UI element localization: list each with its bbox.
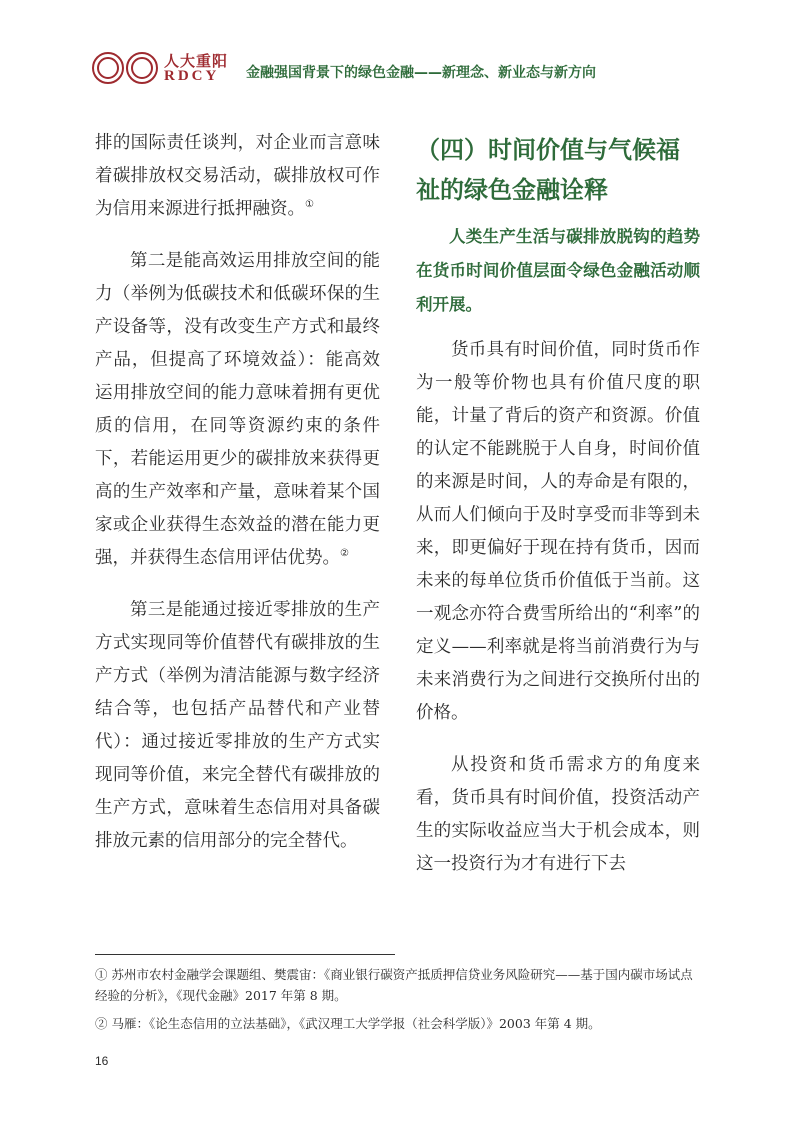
paragraph — [95, 127, 380, 226]
logo-seal-icon — [92, 52, 124, 84]
lead-paragraph: 人类生产生活与碳排放脱钩的趋势在货币时间价值层面令绿色金融活动顺利开展。 — [416, 227, 700, 314]
paragraph: 货币具有时间价值，同时货币作为一般等价物也具有价值尺度的职能，计量了背后的资产和资源。价值的认定不能跳脱于人自身，时间价值的来源是时间，人的寿命是有限的，从而人们倾向于及时享受而非等到未来，即更偏好于现在持有货币，因而未来的每单位货币价值低于当前。这一观念亦符合费雪所给出的“利率”的定义——利率就是将当前消费行为与未来消费行为之间进行交换所付出的价格。 — [416, 340, 700, 723]
paragraph — [95, 245, 380, 575]
footnote-ref[interactable]: ① — [305, 199, 314, 211]
logo-text-cn: 人大重阳 — [164, 52, 229, 70]
page-number: 16 — [95, 1054, 109, 1068]
left-column — [95, 127, 380, 858]
paragraph-text: 排的国际责任谈判，对企业而言意味着碳排放权交易活动，碳排放权可作为信用来源进行抵押融资。 — [95, 133, 380, 219]
paragraph: 第三是能通过接近零排放的生产方式实现同等价值替代有碳排放的生产方式（举例为清洁能源与数字经济结合等，也包括产品替代和产业替代）：通过接近零排放的生产方式实现同等价值，来完全替代有碳排放的生产方式，意味着生态信用对具备碳排放元素的信用部分的完全替代。 — [95, 600, 380, 851]
logo-seal-icon — [126, 52, 158, 84]
footnote-1: ① 苏州市农村金融学会课题组、樊震宙：《商业银行碳资产抵质押信贷业务风险研究——基于国内碳市场试点经验的分析》，《现代金融》2017 年第 8 期。 — [95, 967, 693, 1003]
footnote-divider — [95, 954, 395, 955]
paragraph-text: 第二是能高效运用排放空间的能力（举例为低碳技术和低碳环保的生产设备等，没有改变生产方式和最终产品，但提高了环境效益）：能高效运用排放空间的能力意味着拥有更优质的信用，在同等资源约束的条件下，若能运用更少的碳排放来获得更高的生产效率和产量，意味着某个国家或企业获得生态效益的潜在能力更强，并获得生态信用评估优势。 — [95, 251, 380, 568]
paragraph: 从投资和货币需求方的角度来看，货币具有时间价值，投资活动产生的实际收益应当大于机会成本，则这一投资行为才有进行下去 — [416, 755, 700, 874]
section-heading: （四）时间价值与气候福祉的绿色金融诠释 — [416, 136, 680, 204]
right-column — [416, 130, 700, 881]
footnote-ref[interactable]: ② — [340, 548, 349, 560]
running-title: 金融强国背景下的绿色金融——新理念、新业态与新方向 — [246, 65, 596, 81]
footnotes — [95, 964, 700, 1041]
footnote-2: ② 马雁：《论生态信用的立法基础》，《武汉理工大学学报（社会科学版）》2003 年第 4 期。 — [95, 1016, 601, 1031]
page-header — [92, 52, 712, 96]
logo-text-en: RDCY — [164, 68, 220, 84]
